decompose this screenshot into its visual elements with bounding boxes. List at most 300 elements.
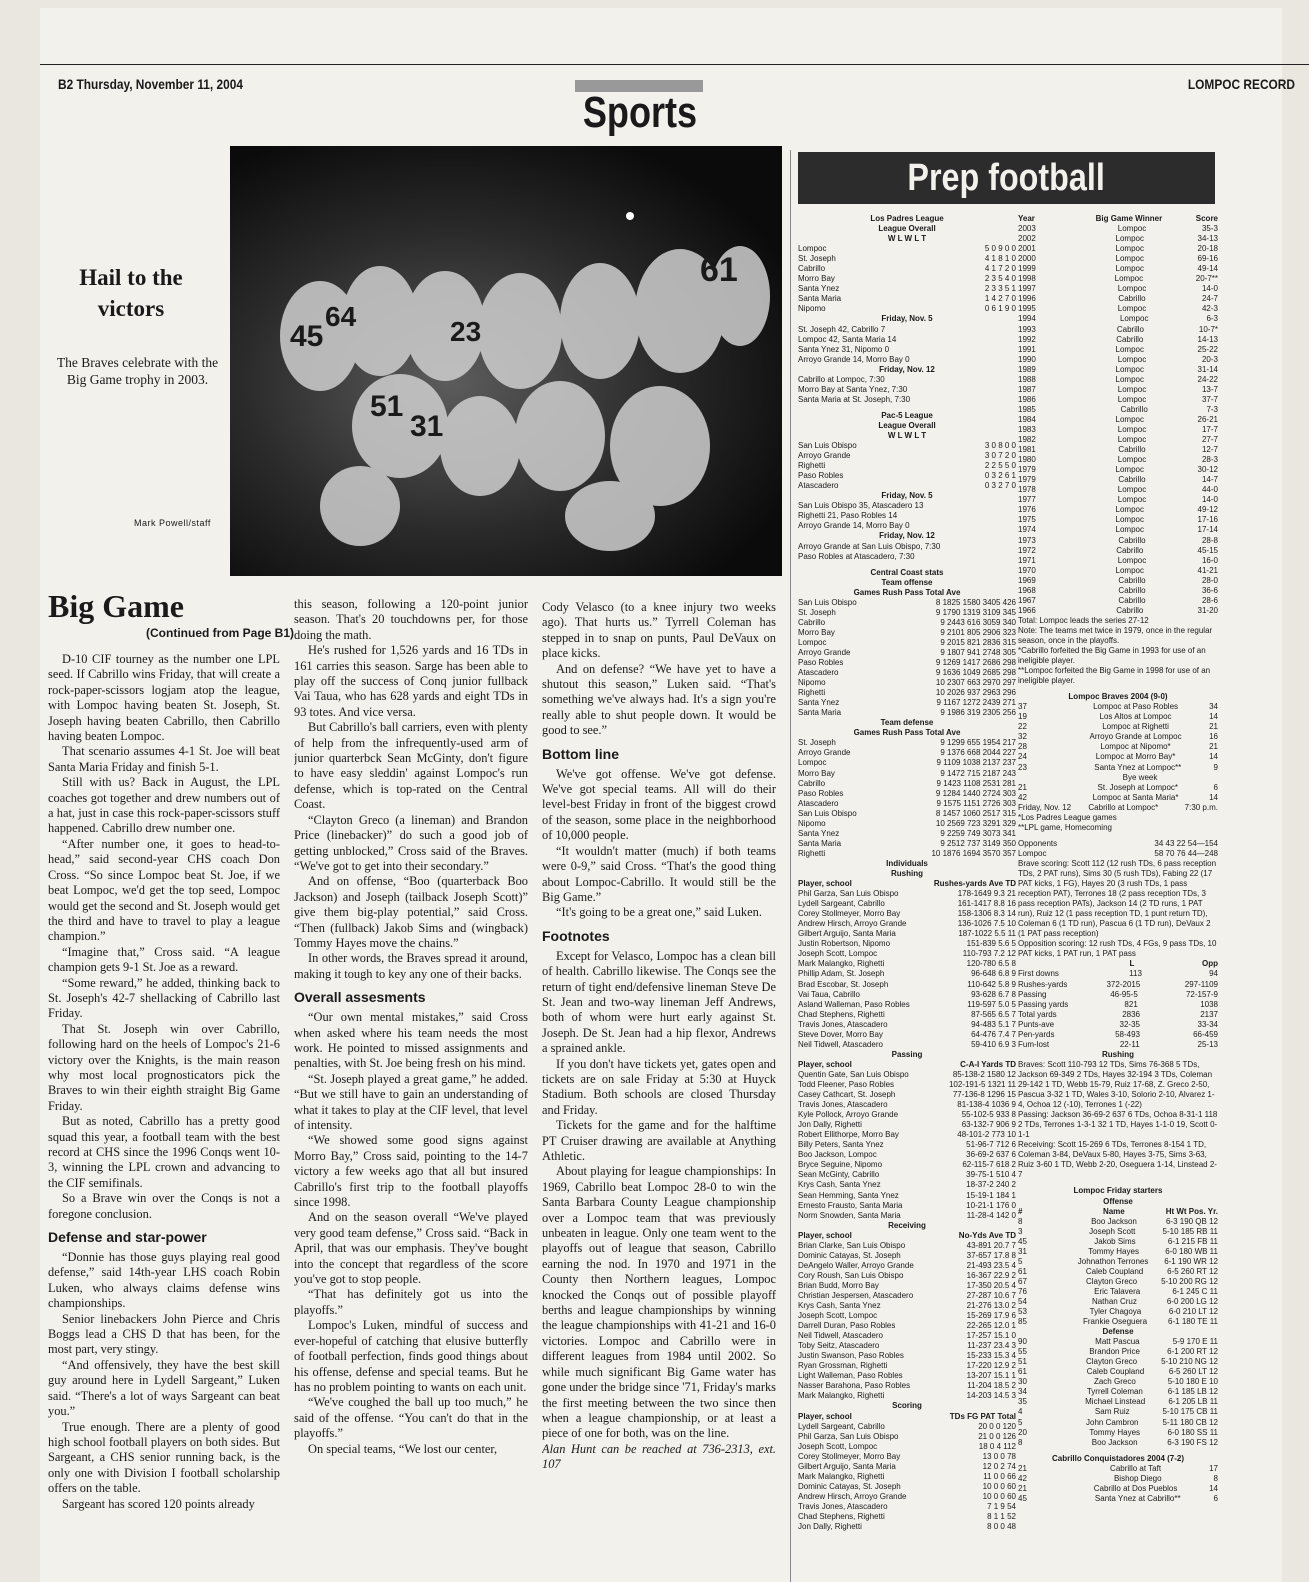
team-celebration-photo: [230, 146, 782, 576]
stats-cell: Matt Pascua: [1095, 1337, 1140, 1347]
stats-cell: 2137: [1200, 1009, 1218, 1019]
stats-cell: Toby Seitz, Atascadero: [798, 1341, 880, 1351]
stats-cell: Arroyo Grande at San Luis Obispo, 7:30: [798, 541, 941, 551]
stats-row: [1018, 1247, 1218, 1257]
stats-row: [798, 648, 1016, 658]
paragraph: Tickets for the game and for the halftime PT Cruiser drawing are available at Anything Athletic.: [542, 1118, 776, 1163]
stats-cell: Tyler Chagoya: [1089, 1307, 1142, 1317]
stats-cell: 32-35: [1119, 1019, 1140, 1029]
stats-cell: Vai Taua, Cabrillo: [798, 989, 860, 999]
stats-cell: 110-642 5.8 9: [967, 979, 1016, 989]
stats-row: [1018, 712, 1218, 722]
stats-cell: 1973: [1018, 535, 1036, 545]
stats-row: [1018, 1217, 1218, 1227]
stats-heading: W L W L T: [887, 430, 927, 440]
stats-cell: Lompoc: [1115, 414, 1144, 424]
stats-row: [1018, 773, 1218, 783]
stats-row: [798, 471, 1016, 481]
stats-note: Brave scoring: Scott 112 (12 rush TDs, 6 pass reception TDs, 2 PAT runs), Sims 30 (5 rush TDs), Fabing 22 (17 PAT kicks, 1 FG), Hayes 20 (3 rush TDs, 1 pass reception PAT), Terrones 18 (2 pass reception TDs, 3 pass reception PATs), Jackson 14 (2 TD runs, 1 PAT run), Ruiz 12 (1 pass reception TD, 1 punt return TD), Coleman 6 (1 TD run), Pascua 6 (1 TD run), DeVaux 2 (1 PAT pass reception): [1018, 858, 1217, 939]
stats-cell: Ryan Grossman, Righetti: [798, 1361, 888, 1371]
stats-table-header: [1018, 1207, 1218, 1217]
stats-row: [798, 1170, 1016, 1180]
stats-cell: 11 0 0 66: [983, 1471, 1016, 1481]
stats-cell: Nipomo: [798, 678, 826, 688]
stats-row: [1018, 345, 1218, 355]
svg-text:64: 64: [325, 301, 357, 332]
stats-row: [1018, 752, 1218, 762]
stats-cell: Joseph Scott: [1089, 1226, 1136, 1236]
paragraph: We've got offense. We've got defense. We've got special teams. All will do their level-best Friday in front of the biggest crowd of the season, some place in the neighborhood of 10,000 people.: [542, 766, 776, 843]
stats-row: [798, 899, 1016, 909]
stats-cell: 15-19-1 184 1: [966, 1190, 1016, 1200]
stats-row: [798, 769, 1016, 779]
stats-cell: 9 2101 805 2906 323: [940, 627, 1016, 637]
stats-cell: 15-233 15.3 4: [966, 1351, 1016, 1361]
stats-cell: Jon Dally, Righetti: [798, 1120, 862, 1130]
stats-cell: Lompoc: [1119, 314, 1149, 324]
stats-row: [798, 1201, 1016, 1211]
stats-row: [1018, 1438, 1218, 1448]
stats-cell: San Luis Obispo 35, Atascadero 13: [798, 501, 924, 511]
stats-cell: 6-3: [1206, 314, 1218, 324]
stats-cell: 66-459: [1193, 1029, 1218, 1039]
stats-row: [1018, 365, 1218, 375]
stats-cell: Lompoc at Santa Maria*: [1092, 792, 1179, 802]
stats-cell: Cabrillo: [798, 778, 826, 788]
stats-cell: St. Joseph: [798, 738, 836, 748]
stats-cell: Rushes-yards Ave TD: [933, 879, 1016, 889]
stats-cell: Lompoc: [1115, 264, 1144, 274]
stats-cell: 14: [1209, 1483, 1218, 1493]
stats-cell: Arroyo Grande 14, Morro Bay 0: [798, 354, 910, 364]
stats-cell: 9 1269 1417 2686 298: [935, 658, 1016, 668]
stats-cell: Cabrillo: [798, 617, 826, 627]
stats-cell: 44-0: [1201, 485, 1218, 495]
stats-cell: 45-15: [1197, 545, 1218, 555]
stats-cell: 55-102-5 933 8: [961, 1110, 1016, 1120]
stats-row: [1018, 839, 1218, 849]
page-dateline: B2 Thursday, November 11, 2004: [58, 76, 243, 92]
stats-row: [798, 304, 1016, 314]
stats-cell: Lompoc: [1115, 344, 1144, 354]
stats-cell: 9 2512 737 3149 350: [940, 838, 1016, 848]
paragraph: And on the season overall “We've played very good team defense,” Cross said. “Back in April, that was our emphasis. They've bought into the concept that regardless of the score you've got to stop people.: [294, 1210, 528, 1287]
stats-row: [798, 698, 1016, 708]
stats-cell: 1975: [1018, 515, 1036, 525]
stats-cell: Paso Robles: [798, 658, 844, 668]
stats-row: [798, 668, 1016, 678]
stats-cell: 27-7: [1201, 435, 1218, 445]
stats-heading: Rushing: [891, 869, 923, 878]
stats-row: [798, 1442, 1016, 1452]
stats-cell: 10-7*: [1198, 324, 1218, 334]
stats-cell: 1994: [1018, 314, 1036, 324]
stats-row: [798, 839, 1016, 849]
stats-row: [1018, 1347, 1218, 1357]
stats-cell: Passing: [1018, 989, 1047, 999]
stats-row: [1018, 445, 1218, 455]
stats-row: [1018, 1317, 1218, 1327]
stats-cell: 19: [1018, 712, 1027, 722]
stats-cell: 30-12: [1197, 465, 1218, 475]
stats-table-header: [798, 879, 1016, 889]
stats-cell: 20-7**: [1195, 274, 1218, 284]
stats-cell: Paso Robles: [798, 471, 844, 481]
stats-cell: 58 70 76 44—248: [1154, 848, 1218, 858]
stats-row: [798, 969, 1016, 979]
stats-row: [798, 1522, 1016, 1532]
stats-cell: 9 1807 941 2748 305: [940, 647, 1016, 657]
column-divider: [790, 150, 791, 1582]
stats-cell: 37-7: [1201, 394, 1218, 404]
stats-cell: Todd Fleener, Paso Robles: [798, 1079, 895, 1089]
stats-cell: Sam Ruiz: [1094, 1407, 1130, 1417]
stats-row: [1018, 1257, 1218, 1267]
stats-row: [798, 829, 1016, 839]
stats-cell: 1993: [1018, 324, 1036, 334]
stats-note: Passing: Jackson 36-69-2 637 6 TDs, Ochoa 8-31-1 118 2 TDs, Terrones 1-3-1 32 1 TD, Hayes 1-1-0 19, Scott 0-1-1: [1018, 1110, 1218, 1140]
stats-cell: Player, school: [798, 1411, 852, 1421]
stats-cell: 9: [1213, 762, 1218, 772]
stats-cell: Lompoc: [1115, 234, 1144, 244]
stats-cell: Frankie Oseguera: [1083, 1317, 1148, 1327]
story-column-1: [48, 652, 280, 1574]
stats-cell: 34-13: [1197, 234, 1218, 244]
stats-cell: Cabrillo: [1118, 595, 1146, 605]
stats-heading: Friday, Nov. 5: [881, 314, 933, 324]
stats-row: [1018, 455, 1218, 465]
stats-cell: 16-367 22.9 2: [966, 1270, 1016, 1280]
stats-cell: Robert Ellithorpe, Morro Bay: [798, 1130, 899, 1140]
stats-cell: Lompoc: [1115, 374, 1144, 384]
stats-cell: 35: [1018, 1397, 1027, 1407]
paragraph: “That has definitely got us into the playoffs.”: [294, 1287, 528, 1317]
stats-cell: Arroyo Grande 14, Morro Bay 0: [798, 521, 910, 531]
stats-cell: 12-7: [1201, 445, 1218, 455]
stats-cell: 9 2015 821 2836 315: [940, 637, 1016, 647]
stats-cell: 61: [1018, 1367, 1027, 1377]
svg-text:51: 51: [370, 390, 404, 423]
stats-cell: 26-21: [1197, 414, 1218, 424]
stats-cell: 30: [1018, 1377, 1027, 1387]
stats-row: [1018, 485, 1218, 495]
stats-cell: 158-1306 8.3 14: [957, 909, 1016, 919]
stats-cell: 6-3 190 QB 12: [1165, 1216, 1218, 1226]
stats-cell: Joseph Scott, Lompoc: [798, 1441, 878, 1451]
stats-row: [1018, 475, 1218, 485]
stats-cell: 7:30 p.m.: [1184, 802, 1218, 812]
stats-cell: Tyrrell Coleman: [1086, 1387, 1143, 1397]
stats-cell: Mark Malangko, Righetti: [798, 959, 885, 969]
stats-cell: John Cambron: [1086, 1417, 1139, 1427]
stats-cell: Travis Jones, Atascadero: [798, 1100, 888, 1110]
stats-row: [798, 959, 1016, 969]
stats-cell: 42: [1018, 1473, 1027, 1483]
stats-cell: 10 2569 723 3291 329: [935, 818, 1016, 828]
stats-cell: 49-12: [1197, 505, 1218, 515]
stats-cell: 28-0: [1201, 575, 1218, 585]
stats-cell: Cabrillo at Taft: [1110, 1463, 1162, 1473]
stats-heading: Rushing: [1102, 1049, 1134, 1059]
stats-row: [1018, 294, 1218, 304]
stats-row: [798, 779, 1016, 789]
stats-cell: 1980: [1018, 455, 1036, 465]
stats-cell: Norm Snowden, Santa Maria: [798, 1210, 901, 1220]
stats-cell: 14-203 14.5 3: [966, 1391, 1016, 1401]
stats-cell: Santa Ynez: [798, 284, 840, 294]
stats-row: [1018, 495, 1218, 505]
stats-row: [1018, 1010, 1218, 1020]
stats-cell: Travis Jones, Atascadero: [798, 1501, 888, 1511]
stats-cell: 46-95-5: [1110, 989, 1138, 999]
stats-cell: Lompoc 42, Santa Maria 14: [798, 334, 897, 344]
stats-cell: 22: [1018, 722, 1027, 732]
stats-row: [798, 1432, 1016, 1442]
stats-cell: 2 3 3 5 1: [984, 284, 1016, 294]
stats-row: [798, 1391, 1016, 1401]
subhead: Bottom line: [542, 745, 619, 762]
stats-row: [798, 441, 1016, 451]
stats-cell: 20: [1018, 1427, 1027, 1437]
stats-row: [1018, 425, 1218, 435]
stats-row: [1018, 1267, 1218, 1277]
stats-cell: 63-132-7 906 9: [961, 1120, 1016, 1130]
stats-cell: Mark Malangko, Righetti: [798, 1471, 885, 1481]
stats-row: [798, 1110, 1016, 1120]
stats-cell: 8 1825 1580 3405 426: [935, 597, 1016, 607]
stats-cell: 0 6 1 9 0: [984, 304, 1016, 314]
stats-cell: 27-287 10.6 7: [966, 1290, 1016, 1300]
stats-row: [1018, 435, 1218, 445]
stats-row: [1018, 1418, 1218, 1428]
stats-row: [1018, 1030, 1218, 1040]
stats-cell: 77-136-8 1296 15: [952, 1090, 1016, 1100]
stats-row: [798, 708, 1016, 718]
stats-cell: Neil Tidwell, Atascadero: [798, 1039, 883, 1049]
stats-cell: 41-21: [1197, 565, 1218, 575]
stats-row: [798, 1211, 1016, 1221]
stats-cell: 5-9 170 E 11: [1172, 1337, 1218, 1347]
stats-cell: Lompoc: [1115, 364, 1144, 374]
stats-cell: Cabrillo: [1118, 445, 1146, 455]
stats-cell: Morro Bay: [798, 768, 835, 778]
stats-row: [798, 244, 1016, 254]
stats-cell: 9 1636 1049 2685 298: [935, 668, 1016, 678]
stats-cell: Light Walleman, Paso Robles: [798, 1371, 903, 1381]
stats-cell: 13-7: [1201, 384, 1218, 394]
stats-heading: Lompoc Friday starters: [1073, 1186, 1163, 1196]
stats-cell: 2 2 5 5 0: [984, 461, 1016, 471]
stats-cell: 6-1 185 LB 12: [1167, 1387, 1218, 1397]
stats-cell: 1984: [1018, 414, 1036, 424]
stats-cell: Lompoc: [1018, 848, 1047, 858]
stats-cell: 24-7: [1201, 294, 1218, 304]
stats-row: [798, 1040, 1016, 1050]
stats-row: [1018, 415, 1218, 425]
stats-cell: Lompoc: [1115, 505, 1144, 515]
stats-row: [798, 628, 1016, 638]
stats-cell: 1992: [1018, 334, 1036, 344]
stats-cell: Bye week: [1122, 772, 1158, 782]
stats-table-header: [798, 1231, 1016, 1241]
stats-cell: 3 0 8 0 0: [984, 441, 1016, 451]
stats-row: [798, 1321, 1016, 1331]
stats-row: [798, 345, 1016, 355]
stats-table-header: [798, 1412, 1016, 1422]
stats-cell: 31-20: [1197, 605, 1218, 615]
stats-row: [1018, 1397, 1218, 1407]
stats-cell: 24-22: [1197, 374, 1218, 384]
stats-row: [798, 1000, 1016, 1010]
stats-cell: Santa Ynez: [798, 698, 840, 708]
stats-row: [798, 1150, 1016, 1160]
paragraph: this season, following a 120-point junior season. That's 20 touchdowns per, for those doing the math.: [294, 597, 528, 642]
stats-row: [798, 1482, 1016, 1492]
stats-row: [798, 1281, 1016, 1291]
stats-cell: Chad Stephens, Righetti: [798, 1009, 885, 1019]
stats-cell: Lompoc: [1115, 465, 1144, 475]
stats-row: [1018, 505, 1218, 515]
stats-cell: 6-1 215 FB 11: [1167, 1236, 1218, 1246]
stats-cell: 178-1649 9.3 21: [957, 889, 1016, 899]
stats-cell: Joseph Scott, Lompoc: [798, 949, 878, 959]
stats-cell: 1974: [1018, 525, 1036, 535]
stats-cell: 1970: [1018, 565, 1036, 575]
stats-cell: Krys Cash, Santa Ynez: [798, 1180, 881, 1190]
svg-text:23: 23: [450, 316, 482, 347]
stats-cell: 3: [1018, 1226, 1023, 1236]
stats-cell: Phil Garza, San Luis Obispo: [798, 889, 899, 899]
stats-cell: 31-14: [1197, 364, 1218, 374]
stats-cell: 76: [1018, 1286, 1027, 1296]
stats-cell: Krys Cash, Santa Ynez: [798, 1301, 881, 1311]
stats-row: [1018, 525, 1218, 535]
paragraph: “Donnie has those guys playing real good defense,” said 14th-year LHS coach Robin Luken, who always claims defense wins championships.: [48, 1250, 280, 1311]
stats-row: [1018, 1494, 1218, 1504]
stats-cell: Pen-yards: [1018, 1029, 1055, 1039]
subhead: Footnotes: [542, 927, 610, 944]
stats-row: [798, 355, 1016, 365]
stats-row: [798, 889, 1016, 899]
stats-cell: 1990: [1018, 354, 1036, 364]
stats-cell: Lompoc at Righetti: [1102, 722, 1169, 732]
photo-caption-title: Hail to the victors: [79, 265, 183, 321]
stats-cell: Johnathon Terrones: [1077, 1256, 1149, 1266]
stats-cell: St. Joseph: [798, 254, 836, 264]
paragraph: But as noted, Cabrillo has a pretty good squad this year, a football team with the best record at CHS since the 1996 Conqs went 10-3, winning the LPL crown and advancing to the CIF semifinals.: [48, 1114, 280, 1190]
stats-cell: 64-476 7.4 7: [971, 1029, 1016, 1039]
stats-cell: Paso Robles at Atascadero, 7:30: [798, 551, 915, 561]
stats-cell: 14: [1209, 712, 1218, 722]
stats-cell: 8 1 1 52: [987, 1512, 1016, 1521]
stats-cell: Lompoc: [1117, 394, 1147, 404]
stats-cell: 28-6: [1201, 595, 1218, 605]
stats-row: [1018, 264, 1218, 274]
stats-cell: Cabrillo: [1116, 334, 1144, 344]
stats-note: *Los Padres League games: [1018, 812, 1117, 822]
stats-heading: Los Padres League: [870, 214, 944, 223]
stats-cell: 31: [1018, 1246, 1027, 1256]
stats-cell: 13 0 0 78: [982, 1451, 1016, 1461]
stats-table-header: [798, 1060, 1016, 1070]
stats-heading: Team offense: [881, 577, 933, 587]
stats-cell: 1999: [1018, 264, 1036, 274]
stats-cell: Atascadero: [798, 668, 839, 678]
stats-cell: Joseph Scott, Lompoc: [798, 1311, 878, 1321]
stats-cell: 6-0 210 LT 12: [1168, 1307, 1218, 1317]
stats-cell: 36-69-2 637 6: [966, 1150, 1016, 1160]
stats-cell: 1971: [1018, 555, 1036, 565]
stats-cell: 17-14: [1197, 525, 1218, 535]
stats-row: [1018, 536, 1218, 546]
stats-note: *Cabrillo forfeited the Big Game in 1993 for use of an ineligible player.: [1018, 646, 1206, 666]
stats-cell: 10-21-1 176 0: [966, 1200, 1016, 1210]
stats-cell: 21: [1018, 1463, 1027, 1473]
stats-cell: 1 4 2 7 0: [984, 294, 1016, 304]
stats-cell: 20-18: [1197, 244, 1218, 254]
stats-cell: 1996: [1018, 294, 1036, 304]
paragraph: “After number one, it goes to head-to-head,” said second-year CHS coach Don Cross. “So since Lompoc beat St. Joe, if we beat Lompoc, we'd get the top seed, Lompoc would get the second and St. Joseph would get the third and have to travel to play a league champion.”: [48, 836, 280, 944]
stats-row: [1018, 234, 1218, 244]
stats-cell: 37: [1018, 702, 1027, 712]
stats-row: [798, 1241, 1016, 1251]
stats-note: Braves: Scott 110-793 12 TDs, Sims 76-368 5 TDs, Jackson 69-349 2 TDs, Hayes 32-194 3 TDs, Coleman 29-142 1 TD, Webb 15-79, Ruiz 17-68, Z. Greco 2-50, Pascua 3-32 1 TD, Wales 3-10, Solorio 2-10, Alvarez 1-4, Ochoa 12 (-10), Terrones 1 (-22): [1018, 1059, 1215, 1110]
stats-cell: 51: [1018, 1357, 1027, 1367]
stats-cell: 9 1790 1319 3109 345: [935, 607, 1016, 617]
stats-cell: Jakob Sims: [1094, 1236, 1136, 1246]
stats-row: [1018, 274, 1218, 284]
stats-row: [798, 1020, 1016, 1030]
stats-cell: 113: [1129, 969, 1142, 979]
stats-row: [798, 511, 1016, 521]
stats-cell: 6-1 200 RT 12: [1167, 1347, 1218, 1357]
stats-row: [798, 1080, 1016, 1090]
paragraph: Senior linebackers John Pierce and Chris Boggs lead a CHS D that has been, for the most part, very stingy.: [48, 1311, 280, 1357]
stats-heading: Friday, Nov. 12: [879, 364, 935, 374]
stats-row: [798, 521, 1016, 531]
stats-cell: 110-793 7.2 12: [962, 949, 1016, 959]
subhead: Overall assesments: [294, 989, 426, 1006]
stats-cell: 48-101-2 773 10: [957, 1130, 1016, 1140]
stats-cell: Brian Budd, Morro Bay: [798, 1280, 879, 1290]
stats-cell: 13-207 15.1 1: [966, 1371, 1016, 1381]
stats-row: [1018, 244, 1218, 254]
paragraph: “Our own mental mistakes,” said Cross when asked where his team needs the most work. He pointed to missed assignments and penalties, with St. Joe being fresh on his mind.: [294, 1010, 528, 1071]
stats-cell: Lompoc: [1114, 274, 1144, 284]
stats-cell: 1967: [1018, 595, 1036, 605]
stats-cell: 18 0 4 112: [978, 1441, 1016, 1451]
svg-text:31: 31: [410, 410, 444, 443]
stats-cell: 17-7: [1201, 424, 1218, 434]
stats-cell: 24: [1018, 752, 1027, 762]
stats-cell: 120-780 6.5 8: [966, 959, 1016, 969]
stats-cell: 14-7: [1201, 475, 1218, 485]
stats-cell: Eric Talavera: [1094, 1286, 1141, 1296]
prep-football-banner: [798, 152, 1215, 204]
subhead: Defense and star-power: [48, 1229, 207, 1246]
stats-cell: 58-493: [1115, 1029, 1140, 1039]
stats-row: [798, 1030, 1016, 1040]
stats-cell: Lompoc: [1117, 384, 1147, 394]
stats-cell: #: [1018, 1206, 1023, 1216]
stats-cell: 72-157-9: [1185, 989, 1218, 999]
stats-row: [1018, 515, 1218, 525]
paragraph: And on offense, “Boo (quarterback Boo Jackson) and Joseph (tailback Joseph Scott)” give them big-play potential,” said Cross. “Then (fullback) Jakob Sims and (wingback) Tommy Hayes move the chains.”: [294, 874, 528, 950]
paragraph: On special teams, “We lost our center,: [308, 1441, 498, 1456]
stats-cell: 20-3: [1201, 354, 1218, 364]
stats-cell: Lompoc at Nipomo*: [1100, 742, 1171, 752]
stats-cell: Lompoc: [1117, 304, 1147, 314]
